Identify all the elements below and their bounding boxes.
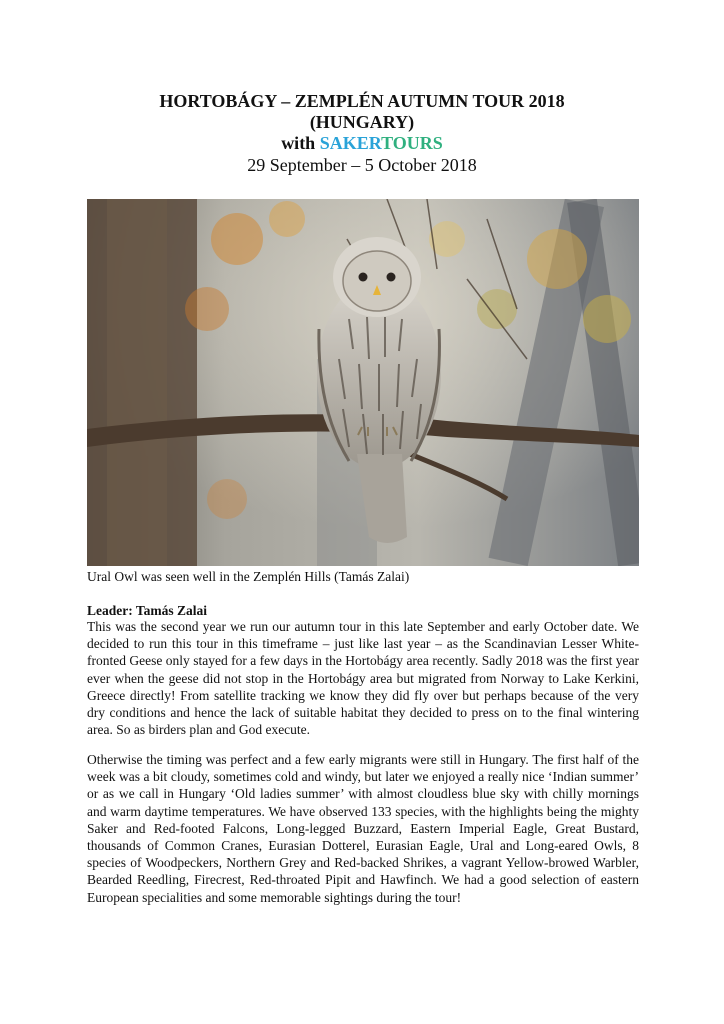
ural-owl-illustration [87,199,639,566]
brand-tours: TOURS [381,133,443,153]
tour-leader: Leader: Tamás Zalai [87,603,208,618]
with-prefix: with [281,133,320,153]
title-block [0,91,724,176]
tour-country: (HUNGARY) [309,112,415,132]
tour-dates: 29 September – 5 October 2018 [247,155,477,175]
paragraph: This was the second year we run our autumn tour in this late September and early October date. We decided to run this tour in this timeframe – just like last year – as the Scandinavian Lesser White-fronted Geese only stayed for a few days in the Hortobágy area recently. Sadly 2018 was the first year ever when the geese did not stop in the Hortobágy area but migrated from Norway to Lake Kerkini, Greece directly! From satellite tracking we know they did fly over but perhaps because of the very dry conditions and hence the lack of suitable habitat they decided to press on to the final wintering area. So as birders plan and God execute. [87,619,639,738]
ural-owl-photo [87,199,639,566]
photo-caption: Ural Owl was seen well in the Zemplén Hills (Tamás Zalai) [87,569,410,584]
tour-operator-line [0,133,724,154]
brand-saker: SAKER [319,133,382,153]
paragraph: Otherwise the timing was perfect and a few early migrants were still in Hungary. The first half of the week was a bit cloudy, sometimes cold and windy, but later we enjoyed a really nice ‘Indian summer’ or as we call in Hungary ‘Old ladies summer’ with almost cloudless blue sky with chilly mornings and warm daytime temperatures. We have observed 133 species, with the highlights being the mighty Saker and Red-footed Falcons, Long-legged Buzzard, Eastern Imperial Eagle, Great Bustard, thousands of Common Cranes, Eurasian Dotterel, Eurasian Eagle, Ural and Long-eared Owls, 8 species of Woodpeckers, Northern Grey and Red-backed Shrikes, a vagrant Yellow-browed Warbler, Bearded Reedling, Firecrest, Red-throated Pipit and Hawfinch. We had a good selection of eastern European specialities and some memorable sightings during the tour! [87,752,639,905]
tour-title: HORTOBÁGY – ZEMPLÉN AUTUMN TOUR 2018 [159,91,565,111]
